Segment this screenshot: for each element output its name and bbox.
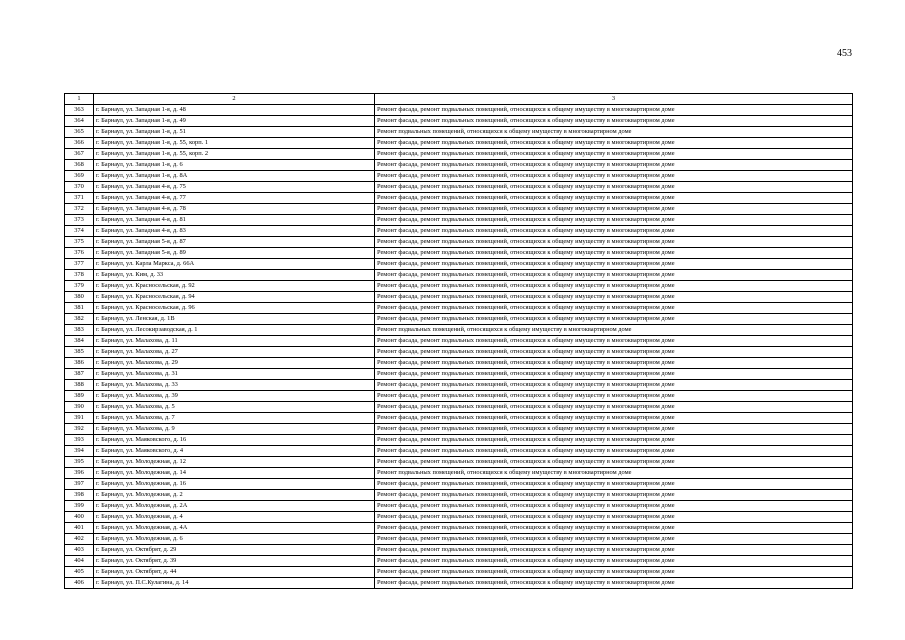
table-row <box>65 281 853 292</box>
table-row <box>65 501 853 512</box>
row-work-cell: Ремонт фасада, ремонт подвальных помещений, относящихся к общему имуществу в многоквартирном доме <box>375 490 853 501</box>
row-work-cell: Ремонт фасада, ремонт подвальных помещений, относящихся к общему имуществу в многоквартирном доме <box>375 281 853 292</box>
row-work-cell: Ремонт фасада, ремонт подвальных помещений, относящихся к общему имуществу в многоквартирном доме <box>375 391 853 402</box>
row-number-cell: 365 <box>65 127 94 138</box>
row-work-cell: Ремонт фасада, ремонт подвальных помещений, относящихся к общему имуществу в многоквартирном доме <box>375 369 853 380</box>
row-address-cell: г. Барнаул, ул. Западная 4-я, д. 75 <box>94 182 375 193</box>
table-row <box>65 314 853 325</box>
row-number-cell: 369 <box>65 171 94 182</box>
row-address-cell: г. Барнаул, ул. Западная 1-я, д. 55, корп. 2 <box>94 149 375 160</box>
row-work-cell: Ремонт фасада, ремонт подвальных помещений, относящихся к общему имуществу в многоквартирном доме <box>375 512 853 523</box>
row-number-cell: 391 <box>65 413 94 424</box>
row-number-cell: 385 <box>65 347 94 358</box>
row-work-cell: Ремонт фасада, ремонт подвальных помещений, относящихся к общему имуществу в многоквартирном доме <box>375 314 853 325</box>
row-work-cell: Ремонт фасада, ремонт подвальных помещений, относящихся к общему имуществу в многоквартирном доме <box>375 149 853 160</box>
row-work-cell: Ремонт фасада, ремонт подвальных помещений, относящихся к общему имуществу в многоквартирном доме <box>375 303 853 314</box>
row-address-cell: г. Барнаул, ул. Молодежная, д. 12 <box>94 457 375 468</box>
row-address-cell: г. Барнаул, ул. Малахова, д. 7 <box>94 413 375 424</box>
table-row <box>65 336 853 347</box>
row-number-cell: 373 <box>65 215 94 226</box>
row-number-cell: 370 <box>65 182 94 193</box>
row-address-cell: г. Барнаул, ул. Маяковского, д. 16 <box>94 435 375 446</box>
row-address-cell: г. Барнаул, ул. Западная 4-я, д. 81 <box>94 215 375 226</box>
table-row <box>65 446 853 457</box>
row-number-cell: 402 <box>65 534 94 545</box>
row-work-cell: Ремонт фасада, ремонт подвальных помещений, относящихся к общему имуществу в многоквартирном доме <box>375 435 853 446</box>
table-row <box>65 325 853 336</box>
row-work-cell: Ремонт фасада, ремонт подвальных помещений, относящихся к общему имуществу в многоквартирном доме <box>375 226 853 237</box>
row-address-cell: г. Барнаул, ул. Октябрят, д. 44 <box>94 567 375 578</box>
row-address-cell: г. Барнаул, ул. Ленская, д. 1В <box>94 314 375 325</box>
row-address-cell: г. Барнаул, ул. Малахова, д. 33 <box>94 380 375 391</box>
table-row <box>65 523 853 534</box>
table-row <box>65 215 853 226</box>
row-address-cell: г. Барнаул, ул. Западная 1-я, д. 49 <box>94 116 375 127</box>
table-row <box>65 413 853 424</box>
row-work-cell: Ремонт фасада, ремонт подвальных помещений, относящихся к общему имуществу в многоквартирном доме <box>375 204 853 215</box>
row-number-cell: 394 <box>65 446 94 457</box>
row-work-cell: Ремонт фасада, ремонт подвальных помещений, относящихся к общему имуществу в многоквартирном доме <box>375 105 853 116</box>
row-work-cell: Ремонт фасада, ремонт подвальных помещений, относящихся к общему имуществу в многоквартирном доме <box>375 347 853 358</box>
table-row <box>65 545 853 556</box>
row-address-cell: г. Барнаул, ул. Западная 1-я, д. 6 <box>94 160 375 171</box>
row-work-cell: Ремонт фасада, ремонт подвальных помещений, относящихся к общему имуществу в многоквартирном доме <box>375 446 853 457</box>
row-address-cell: г. Барнаул, ул. Лесокирзаводская, д. 1 <box>94 325 375 336</box>
row-number-cell: 372 <box>65 204 94 215</box>
table-row <box>65 259 853 270</box>
row-number-cell: 386 <box>65 358 94 369</box>
table-row <box>65 116 853 127</box>
row-work-cell: Ремонт фасада, ремонт подвальных помещений, относящихся к общему имуществу в многоквартирном доме <box>375 545 853 556</box>
row-number-cell: 381 <box>65 303 94 314</box>
row-address-cell: г. Барнаул, ул. Малахова, д. 5 <box>94 402 375 413</box>
row-number-cell: 378 <box>65 270 94 281</box>
row-number-cell: 399 <box>65 501 94 512</box>
row-address-cell: г. Барнаул, ул. Молодежная, д. 6 <box>94 534 375 545</box>
row-address-cell: г. Барнаул, ул. Западная 4-я, д. 78 <box>94 204 375 215</box>
row-address-cell: г. Барнаул, ул. Малахова, д. 39 <box>94 391 375 402</box>
table-row <box>65 556 853 567</box>
table-row <box>65 248 853 259</box>
row-number-cell: 390 <box>65 402 94 413</box>
table-row <box>65 380 853 391</box>
header-cell-work: 3 <box>375 94 853 105</box>
table-row <box>65 226 853 237</box>
row-address-cell: г. Барнаул, ул. Малахова, д. 27 <box>94 347 375 358</box>
row-address-cell: г. Барнаул, ул. Западная 1-я, д. 48 <box>94 105 375 116</box>
row-address-cell: г. Барнаул, ул. Западная 1-я, д. 55, корп. 1 <box>94 138 375 149</box>
row-work-cell: Ремонт фасада, ремонт подвальных помещений, относящихся к общему имуществу в многоквартирном доме <box>375 215 853 226</box>
row-number-cell: 396 <box>65 468 94 479</box>
table-row <box>65 237 853 248</box>
row-work-cell: Ремонт фасада, ремонт подвальных помещений, относящихся к общему имуществу в многоквартирном доме <box>375 534 853 545</box>
row-address-cell: г. Барнаул, ул. Красносельская, д. 92 <box>94 281 375 292</box>
row-address-cell: г. Барнаул, ул. Западная 4-я, д. 77 <box>94 193 375 204</box>
row-number-cell: 371 <box>65 193 94 204</box>
table-row <box>65 391 853 402</box>
row-address-cell: г. Барнаул, ул. Западная 4-я, д. 83 <box>94 226 375 237</box>
row-address-cell: г. Барнаул, ул. Малахова, д. 29 <box>94 358 375 369</box>
table-row <box>65 270 853 281</box>
table-row <box>65 171 853 182</box>
row-number-cell: 400 <box>65 512 94 523</box>
table-row <box>65 424 853 435</box>
row-number-cell: 404 <box>65 556 94 567</box>
table-row <box>65 358 853 369</box>
table-row <box>65 303 853 314</box>
row-address-cell: г. Барнаул, ул. Западная 1-я, д. 8А <box>94 171 375 182</box>
table-row <box>65 468 853 479</box>
row-work-cell: Ремонт фасада, ремонт подвальных помещений, относящихся к общему имуществу в многоквартирном доме <box>375 424 853 435</box>
row-work-cell: Ремонт фасада, ремонт подвальных помещений, относящихся к общему имуществу в многоквартирном доме <box>375 402 853 413</box>
table-row <box>65 512 853 523</box>
row-number-cell: 405 <box>65 567 94 578</box>
row-work-cell: Ремонт фасада, ремонт подвальных помещений, относящихся к общему имуществу в многоквартирном доме <box>375 479 853 490</box>
row-number-cell: 374 <box>65 226 94 237</box>
table-row <box>65 567 853 578</box>
row-number-cell: 375 <box>65 237 94 248</box>
row-address-cell: г. Барнаул, ул. Западная 1-я, д. 51 <box>94 127 375 138</box>
row-work-cell: Ремонт подвальных помещений, относящихся к общему имуществу в многоквартирном доме <box>375 468 853 479</box>
table-row <box>65 149 853 160</box>
row-work-cell: Ремонт фасада, ремонт подвальных помещений, относящихся к общему имуществу в многоквартирном доме <box>375 270 853 281</box>
row-work-cell: Ремонт фасада, ремонт подвальных помещений, относящихся к общему имуществу в многоквартирном доме <box>375 413 853 424</box>
row-number-cell: 379 <box>65 281 94 292</box>
row-number-cell: 403 <box>65 545 94 556</box>
table-row <box>65 347 853 358</box>
table-row <box>65 182 853 193</box>
row-number-cell: 392 <box>65 424 94 435</box>
row-address-cell: г. Барнаул, ул. Ким, д. 33 <box>94 270 375 281</box>
row-work-cell: Ремонт фасада, ремонт подвальных помещений, относящихся к общему имуществу в многоквартирном доме <box>375 171 853 182</box>
row-address-cell: г. Барнаул, ул. Малахова, д. 9 <box>94 424 375 435</box>
row-work-cell: Ремонт фасада, ремонт подвальных помещений, относящихся к общему имуществу в многоквартирном доме <box>375 380 853 391</box>
row-address-cell: г. Барнаул, ул. Молодежная, д. 4 <box>94 512 375 523</box>
table-body <box>65 105 853 589</box>
row-work-cell: Ремонт фасада, ремонт подвальных помещений, относящихся к общему имуществу в многоквартирном доме <box>375 457 853 468</box>
table-row <box>65 105 853 116</box>
register-table <box>64 93 853 589</box>
table-header <box>65 94 853 105</box>
header-row <box>65 94 853 105</box>
row-number-cell: 368 <box>65 160 94 171</box>
table-row <box>65 435 853 446</box>
row-number-cell: 395 <box>65 457 94 468</box>
row-address-cell: г. Барнаул, ул. Маяковского, д. 4 <box>94 446 375 457</box>
row-work-cell: Ремонт фасада, ремонт подвальных помещений, относящихся к общему имуществу в многоквартирном доме <box>375 237 853 248</box>
row-work-cell: Ремонт подвальных помещений, относящихся к общему имуществу в многоквартирном доме <box>375 325 853 336</box>
row-number-cell: 384 <box>65 336 94 347</box>
row-address-cell: г. Барнаул, ул. Молодежная, д. 16 <box>94 479 375 490</box>
row-address-cell: г. Барнаул, ул. Молодежная, д. 14 <box>94 468 375 479</box>
row-work-cell: Ремонт фасада, ремонт подвальных помещений, относящихся к общему имуществу в многоквартирном доме <box>375 182 853 193</box>
row-address-cell: г. Барнаул, ул. Молодежная, д. 2А <box>94 501 375 512</box>
row-number-cell: 367 <box>65 149 94 160</box>
table-row <box>65 578 853 589</box>
table-row <box>65 490 853 501</box>
row-number-cell: 401 <box>65 523 94 534</box>
header-cell-address: 2 <box>94 94 375 105</box>
row-number-cell: 389 <box>65 391 94 402</box>
table-row <box>65 402 853 413</box>
row-address-cell: г. Барнаул, ул. Малахова, д. 11 <box>94 336 375 347</box>
table-row <box>65 292 853 303</box>
row-address-cell: г. Барнаул, ул. Красносельская, д. 94 <box>94 292 375 303</box>
table-row <box>65 369 853 380</box>
row-work-cell: Ремонт фасада, ремонт подвальных помещений, относящихся к общему имуществу в многоквартирном доме <box>375 556 853 567</box>
table-row <box>65 204 853 215</box>
row-number-cell: 376 <box>65 248 94 259</box>
row-work-cell: Ремонт фасада, ремонт подвальных помещений, относящихся к общему имуществу в многоквартирном доме <box>375 523 853 534</box>
row-address-cell: г. Барнаул, ул. Карла Маркса, д. 66А <box>94 259 375 270</box>
row-work-cell: Ремонт подвальных помещений, относящихся к общему имуществу в многоквартирном доме <box>375 127 853 138</box>
row-number-cell: 383 <box>65 325 94 336</box>
row-work-cell: Ремонт фасада, ремонт подвальных помещений, относящихся к общему имуществу в многоквартирном доме <box>375 501 853 512</box>
row-address-cell: г. Барнаул, ул. Западная 5-я, д. 89 <box>94 248 375 259</box>
row-number-cell: 382 <box>65 314 94 325</box>
row-number-cell: 398 <box>65 490 94 501</box>
row-work-cell: Ремонт фасада, ремонт подвальных помещений, относящихся к общему имуществу в многоквартирном доме <box>375 336 853 347</box>
row-work-cell: Ремонт фасада, ремонт подвальных помещений, относящихся к общему имуществу в многоквартирном доме <box>375 116 853 127</box>
header-cell-number: 1 <box>65 94 94 105</box>
row-number-cell: 397 <box>65 479 94 490</box>
row-work-cell: Ремонт фасада, ремонт подвальных помещений, относящихся к общему имуществу в многоквартирном доме <box>375 160 853 171</box>
table-row <box>65 534 853 545</box>
row-work-cell: Ремонт фасада, ремонт подвальных помещений, относящихся к общему имуществу в многоквартирном доме <box>375 193 853 204</box>
row-address-cell: г. Барнаул, ул. Октябрят, д. 39 <box>94 556 375 567</box>
row-address-cell: г. Барнаул, ул. Октябрят, д. 29 <box>94 545 375 556</box>
table-row <box>65 138 853 149</box>
row-work-cell: Ремонт фасада, ремонт подвальных помещений, относящихся к общему имуществу в многоквартирном доме <box>375 567 853 578</box>
row-number-cell: 393 <box>65 435 94 446</box>
row-number-cell: 380 <box>65 292 94 303</box>
row-number-cell: 387 <box>65 369 94 380</box>
row-work-cell: Ремонт фасада, ремонт подвальных помещений, относящихся к общему имуществу в многоквартирном доме <box>375 138 853 149</box>
row-number-cell: 388 <box>65 380 94 391</box>
row-work-cell: Ремонт фасада, ремонт подвальных помещений, относящихся к общему имуществу в многоквартирном доме <box>375 578 853 589</box>
row-address-cell: г. Барнаул, ул. Малахова, д. 31 <box>94 369 375 380</box>
row-address-cell: г. Барнаул, ул. Красносельская, д. 96 <box>94 303 375 314</box>
table-row <box>65 160 853 171</box>
row-number-cell: 364 <box>65 116 94 127</box>
row-address-cell: г. Барнаул, ул. Молодежная, д. 4А <box>94 523 375 534</box>
table-row <box>65 193 853 204</box>
row-number-cell: 377 <box>65 259 94 270</box>
row-number-cell: 406 <box>65 578 94 589</box>
row-work-cell: Ремонт фасада, ремонт подвальных помещений, относящихся к общему имуществу в многоквартирном доме <box>375 358 853 369</box>
row-number-cell: 366 <box>65 138 94 149</box>
page-number: 453 <box>837 48 852 59</box>
row-address-cell: г. Барнаул, ул. Западная 5-я, д. 87 <box>94 237 375 248</box>
row-number-cell: 363 <box>65 105 94 116</box>
row-work-cell: Ремонт фасада, ремонт подвальных помещений, относящихся к общему имуществу в многоквартирном доме <box>375 259 853 270</box>
row-work-cell: Ремонт фасада, ремонт подвальных помещений, относящихся к общему имуществу в многоквартирном доме <box>375 292 853 303</box>
row-address-cell: г. Барнаул, ул. Молодежная, д. 2 <box>94 490 375 501</box>
table-row <box>65 457 853 468</box>
table-row <box>65 127 853 138</box>
row-work-cell: Ремонт фасада, ремонт подвальных помещений, относящихся к общему имуществу в многоквартирном доме <box>375 248 853 259</box>
row-address-cell: г. Барнаул, ул. П.С.Кулагина, д. 14 <box>94 578 375 589</box>
table-row <box>65 479 853 490</box>
